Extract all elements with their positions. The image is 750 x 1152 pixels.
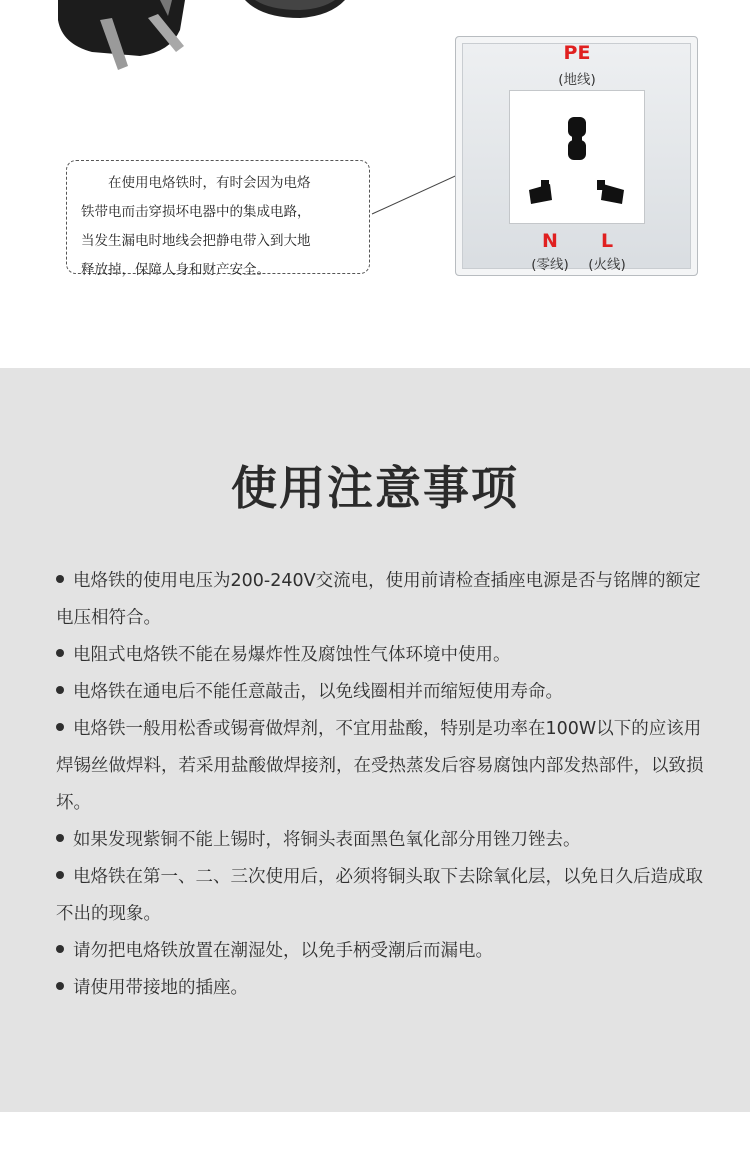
section-title: 使用注意事项 xyxy=(231,461,519,515)
list-item xyxy=(56,563,706,637)
list-item xyxy=(56,711,706,822)
list-item-text: 请使用带接地的插座。 xyxy=(73,978,248,998)
list-item-text: 请勿把电烙铁放置在潮湿处，以免手柄受潮后而漏电。 xyxy=(73,941,493,961)
n-pin-label: N xyxy=(542,230,558,252)
usage-notes-list xyxy=(56,563,706,1007)
n-pin-note: (零线) xyxy=(531,257,569,273)
bullet-icon xyxy=(56,686,64,694)
list-item-text: 电烙铁的使用电压为200-240V交流电，使用前请检查插座电源是否与铭牌的额定电压相符合。 xyxy=(56,571,701,628)
bullet-icon xyxy=(56,871,64,879)
grounding-note-line: 当发生漏电时地线会把静电带入到大地 xyxy=(81,233,311,249)
bullet-icon xyxy=(56,945,64,953)
socket-slots-icon xyxy=(0,0,750,368)
grounding-note-line: 释放掉，保障人身和财产安全。 xyxy=(81,262,270,278)
l-pin-note: (火线) xyxy=(588,257,626,273)
list-item-text: 电阻式电烙铁不能在易爆炸性及腐蚀性气体环境中使用。 xyxy=(73,645,511,665)
page-footer-spacer xyxy=(0,1112,750,1152)
list-item-text: 电烙铁在第一、二、三次使用后，必须将铜头取下去除氧化层，以免日久后造成取不出的现象。 xyxy=(56,867,703,924)
grounding-illustration xyxy=(0,0,750,368)
list-item-text: 电烙铁在通电后不能任意敲击，以免线圈相并而缩短使用寿命。 xyxy=(73,682,563,702)
pe-pin-label: PE xyxy=(563,42,591,64)
list-item xyxy=(56,970,706,1007)
bullet-icon xyxy=(56,982,64,990)
grounding-note-line: 在使用电烙铁时，有时会因为电烙 xyxy=(108,175,311,191)
bullet-icon xyxy=(56,723,64,731)
list-item xyxy=(56,933,706,970)
usage-notes-section xyxy=(0,368,750,1112)
list-item xyxy=(56,637,706,674)
pe-pin-note: (地线) xyxy=(558,72,596,88)
list-item-text: 如果发现紫铜不能上锡时，将铜头表面黑色氧化部分用锉刀锉去。 xyxy=(73,830,581,850)
list-item-text: 电烙铁一般用松香或锡膏做焊剂，不宜用盐酸，特别是功率在100W以下的应该用焊锡丝做焊料，若采用盐酸做焊接剂，在受热蒸发后容易腐蚀内部发热部件，以致损坏。 xyxy=(56,719,704,813)
list-item xyxy=(56,859,706,933)
list-item xyxy=(56,674,706,711)
bullet-icon xyxy=(56,649,64,657)
grounding-note-line: 铁带电而击穿损坏电器中的集成电路， xyxy=(81,204,311,220)
l-pin-label: L xyxy=(600,230,614,252)
list-item xyxy=(56,822,706,859)
bullet-icon xyxy=(56,834,64,842)
bullet-icon xyxy=(56,575,64,583)
